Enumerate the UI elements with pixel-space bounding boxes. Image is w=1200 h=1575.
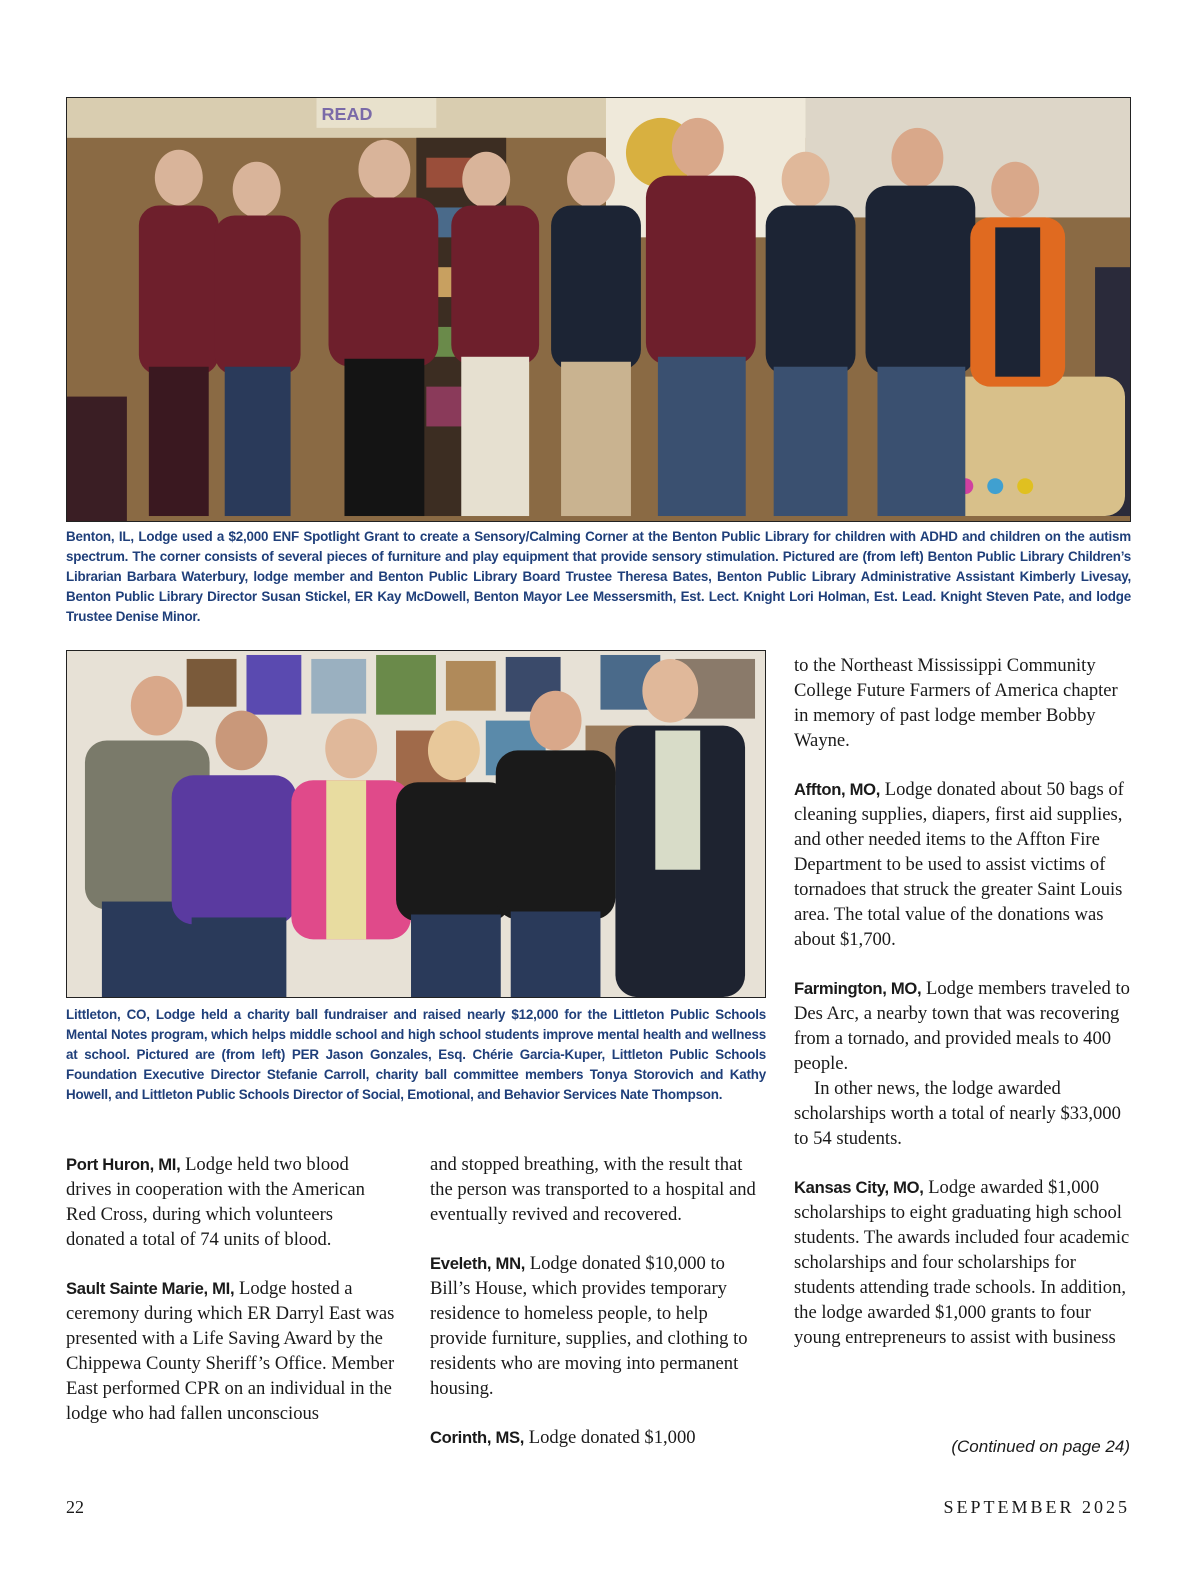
farmington-text: Lodge members traveled to Des Arc, a nearby town that was recovering from a tornado, and provided meals to 400 people.: [794, 978, 1130, 1074]
farmington-more: In other news, the lodge awarded scholarships worth a total of nearly $33,000 to 54 students.: [794, 1078, 1121, 1149]
read-sign: READ: [321, 103, 373, 124]
sault-sainte-marie-item: [66, 1276, 396, 1426]
corinth-text: Lodge donated $1,000: [528, 1427, 696, 1448]
benton-caption-place: Benton, IL,: [66, 529, 134, 544]
littleton-photo-illustration: [67, 651, 765, 997]
kansas-city-item: [794, 1175, 1131, 1350]
littleton-group-photo: [66, 650, 766, 998]
people-silhouettes: [139, 118, 1065, 516]
sault-continuation: and stopped breathing, with the result that the person was transported to a hospital and eventually revived and recovered.: [430, 1154, 756, 1225]
affton-place: Affton, MO,: [794, 780, 881, 799]
affton-item: [794, 777, 1131, 952]
corinth-place: Corinth, MS,: [430, 1428, 525, 1447]
farmington-item: [794, 976, 1131, 1076]
port-huron-item: [66, 1152, 396, 1252]
eveleth-text: Lodge donated $10,000 to Bill’s House, which provides temporary residence to homeless people, to help provide furniture, supplies, and clothing to residents who are moving into permanent housing.: [430, 1253, 748, 1399]
port-huron-place: Port Huron, MI,: [66, 1155, 181, 1174]
affton-text: Lodge donated about 50 bags of cleaning supplies, diapers, first aid supplies, and other needed items to the Affton Fire Department to be used to assist victims of tornadoes that struck the greater Saint Louis area. The total value of the donations was about $1,700.: [794, 779, 1124, 950]
column-middle: [430, 1152, 766, 1450]
benton-caption: [66, 527, 1131, 627]
sault-sainte-marie-place: Sault Sainte Marie, MI,: [66, 1279, 235, 1298]
sault-sainte-marie-text: Lodge hosted a ceremony during which ER Darryl East was presented with a Life Saving Award by the Chippewa County Sheriff’s Office. Member East performed CPR on an individual in the lodge who had fallen unconscious: [66, 1278, 395, 1424]
benton-photo-illustration: [67, 98, 1130, 521]
littleton-caption: [66, 1005, 766, 1105]
kansas-city-place: Kansas City, MO,: [794, 1178, 924, 1197]
littleton-caption-text: Lodge held a charity ball fundraiser and raised nearly $12,000 for the Littleton Public Schools Mental Notes program, which helps middle school and high school students improve mental health and wellness at school. Pictured are (from left) PER Jason Gonzales, Esq. Chérie Garcia-Kuper, Littleton Public Schools Foundation Executive Director Stefanie Carroll, charity ball committee members Tonya Storovich and Kathy Howell, and Littleton Public Schools Director of Social, Emotional, and Behavior Services Nate Thompson.: [66, 1007, 766, 1102]
column-left: [66, 1152, 396, 1426]
issue-date: SEPTEMBER 2025: [943, 1497, 1130, 1517]
page-number: 22: [66, 1497, 84, 1517]
eveleth-item: [430, 1251, 766, 1401]
port-huron-text: Lodge held two blood drives in cooperation with the American Red Cross, during which volunteers donated a total of 74 units of blood.: [66, 1154, 365, 1250]
column-right: [794, 653, 1131, 1350]
eveleth-place: Eveleth, MN,: [430, 1254, 526, 1273]
continued-note: (Continued on page 24): [951, 1437, 1130, 1456]
farmington-place: Farmington, MO,: [794, 979, 922, 998]
benton-group-photo: [66, 97, 1131, 522]
kansas-city-text: Lodge awarded $1,000 scholarships to eight graduating high school students. The awards included four academic scholarships and four scholarships for students attending trade schools. In addition, the lodge awarded $1,000 grants to four young entrepreneurs to assist with business: [794, 1177, 1130, 1348]
benton-caption-text: Lodge used a $2,000 ENF Spotlight Grant to create a Sensory/Calming Corner at the Benton Public Library for children with ADHD and children on the autism spectrum. The corner consists of several pieces of furniture and play equipment that provide sensory stimulation. Pictured are (from left) Benton Public Library Children’s Librarian Barbara Waterbury, lodge member and Benton Public Library Board Trustee Theresa Bates, Benton Public Library Administrative Assistant Kimberly Livesay, Benton Public Library Director Susan Stickel, ER Kay McDowell, Benton Mayor Lee Messersmith, Est. Lect. Knight Lori Holman, Est. Lead. Knight Steven Pate, and lodge Trustee Denise Minor.: [66, 529, 1132, 624]
littleton-caption-place: Littleton, CO,: [66, 1007, 150, 1022]
corinth-continuation: to the Northeast Mississippi Community College Future Farmers of America chapter in memory of past lodge member Bobby Wayne.: [794, 655, 1118, 751]
corinth-item: [430, 1425, 766, 1450]
